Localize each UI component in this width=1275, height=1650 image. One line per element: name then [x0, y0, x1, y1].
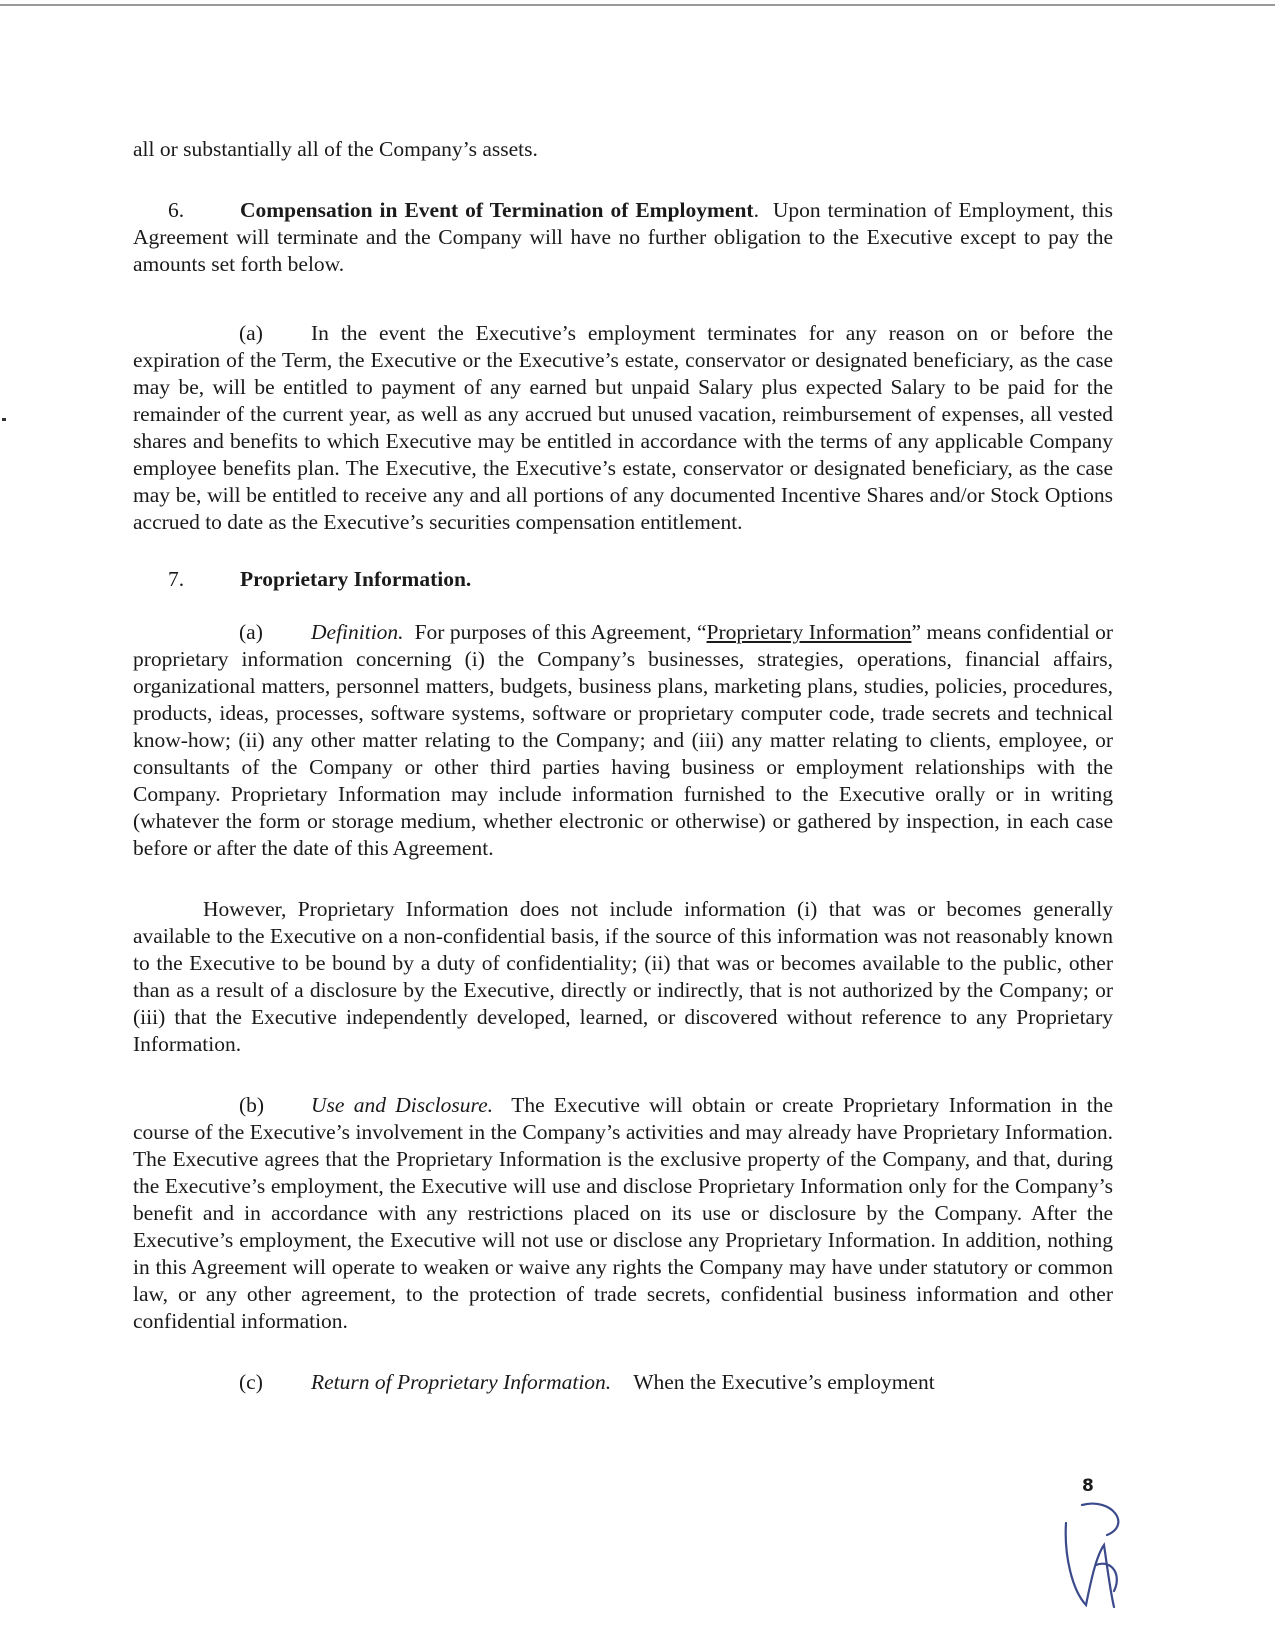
section-7b: [133, 1092, 1113, 1335]
section-7a-lead: For purposes of this Agreement, “: [414, 620, 707, 644]
section-7-number: 7.: [168, 567, 185, 591]
section-6-body: Upon termination of Employment, this Agreement will terminate and the Company will have no further obligation to the Executive except to pay the amounts set forth below.: [133, 198, 1113, 276]
section-7c-body: When the Executive’s employment: [633, 1370, 935, 1394]
section-7a-label: (a): [239, 620, 263, 644]
section-7b-label: (b): [239, 1093, 265, 1117]
section-6-title: Compensation in Event of Termination of Employment: [240, 198, 754, 222]
section-7a-body: ” means confidential or proprietary information concerning (i) the Company’s businesses, strategies, operations, financial affairs, organizational matters, personnel matters, budgets, business plans, marketing plans, studies, policies, procedures, products, ideas, processes, software systems, software or proprietary computer code, trade secrets and technical know-how; (ii) any other matter relating to the Company; and (iii) any matter relating to clients, employee, or consultants of the Company or other third parties having business or employment relationships with the Company. Proprietary Information may include information furnished to the Executive orally or in writing (whatever the form or storage medium, whether electronic or otherwise) or gathered by inspection, in each case before or after the date of this Agreement.: [133, 620, 1113, 860]
section-7a: [133, 619, 1113, 862]
initials-signature-icon: [1052, 1495, 1142, 1615]
page-number: 8: [1082, 1476, 1094, 1496]
section-7a-title: Definition.: [311, 620, 404, 644]
continuation-line: all or substantially all of the Company’s assets.: [133, 137, 538, 161]
section-7c: [133, 1369, 1113, 1396]
section-7c-title: Return of Proprietary Information.: [311, 1370, 612, 1394]
top-border-line: [0, 4, 1275, 6]
section-6: 6. Compensation in Event of Termination of Employment. Upon termination of Employment, this Agreement will terminate and the Company will have no further obligation to the Executive except to pay the amounts set forth below.: [133, 198, 1113, 276]
section-6a-label: (a): [239, 321, 263, 345]
defined-term: Proprietary Information: [706, 620, 912, 644]
document-page: [133, 136, 1113, 1396]
section-6a-body: In the event the Executive’s employment terminates for any reason on or before the expiration of the Term, the Executive or the Executive’s estate, conservator or designated beneficiary, as the case may be, will be entitled to payment of any earned but unpaid Salary plus expected Salary to be paid for the remainder of the current year, as well as any accrued but unused vacation, reimbursement of expenses, all vested shares and benefits to which Executive may be entitled in accordance with the terms of any applicable Company employee benefits plan. The Executive, the Executive’s estate, conservator or designated beneficiary, as the case may be, will be entitled to receive any and all portions of any documented Incentive Shares and/or Stock Options accrued to date as the Executive’s securities compensation entitlement.: [133, 321, 1113, 534]
section-7-title: Proprietary Information.: [240, 567, 472, 591]
however-paragraph: However, Proprietary Information does not include information (i) that was or becomes generally available to the Executive on a non-confidential basis, if the source of this information was not reasonably known to the Executive to be bound by a duty of confidentiality; (ii) that was or becomes available to the public, other than as a result of a disclosure by the Executive, directly or indirectly, that is not authorized by the Company; or (iii) that the Executive independently developed, learned, or discovered without reference to any Proprietary Information.: [133, 897, 1113, 1056]
section-6-number: 6.: [168, 198, 185, 222]
section-7b-body: The Executive will obtain or create Proprietary Information in the course of the Executive’s involvement in the Company’s activities and may already have Proprietary Information. The Executive agrees that the Proprietary Information is the exclusive property of the Company, and that, during the Executive’s employment, the Executive will use and disclose Proprietary Information only for the Company’s benefit and in accordance with any restrictions placed on its use or disclosure by the Company. After the Executive’s employment, the Executive will not use or disclose any Proprietary Information. In addition, nothing in this Agreement will operate to weaken or waive any rights the Company may have under statutory or common law, or any other agreement, to the protection of trade secrets, confidential business information and other confidential information.: [133, 1093, 1113, 1333]
section-7c-label: (c): [239, 1370, 263, 1394]
scan-mark: [2, 418, 6, 421]
section-7-heading: [133, 566, 1113, 593]
section-6a: [133, 320, 1113, 536]
section-7b-title: Use and Disclosure.: [311, 1093, 493, 1117]
